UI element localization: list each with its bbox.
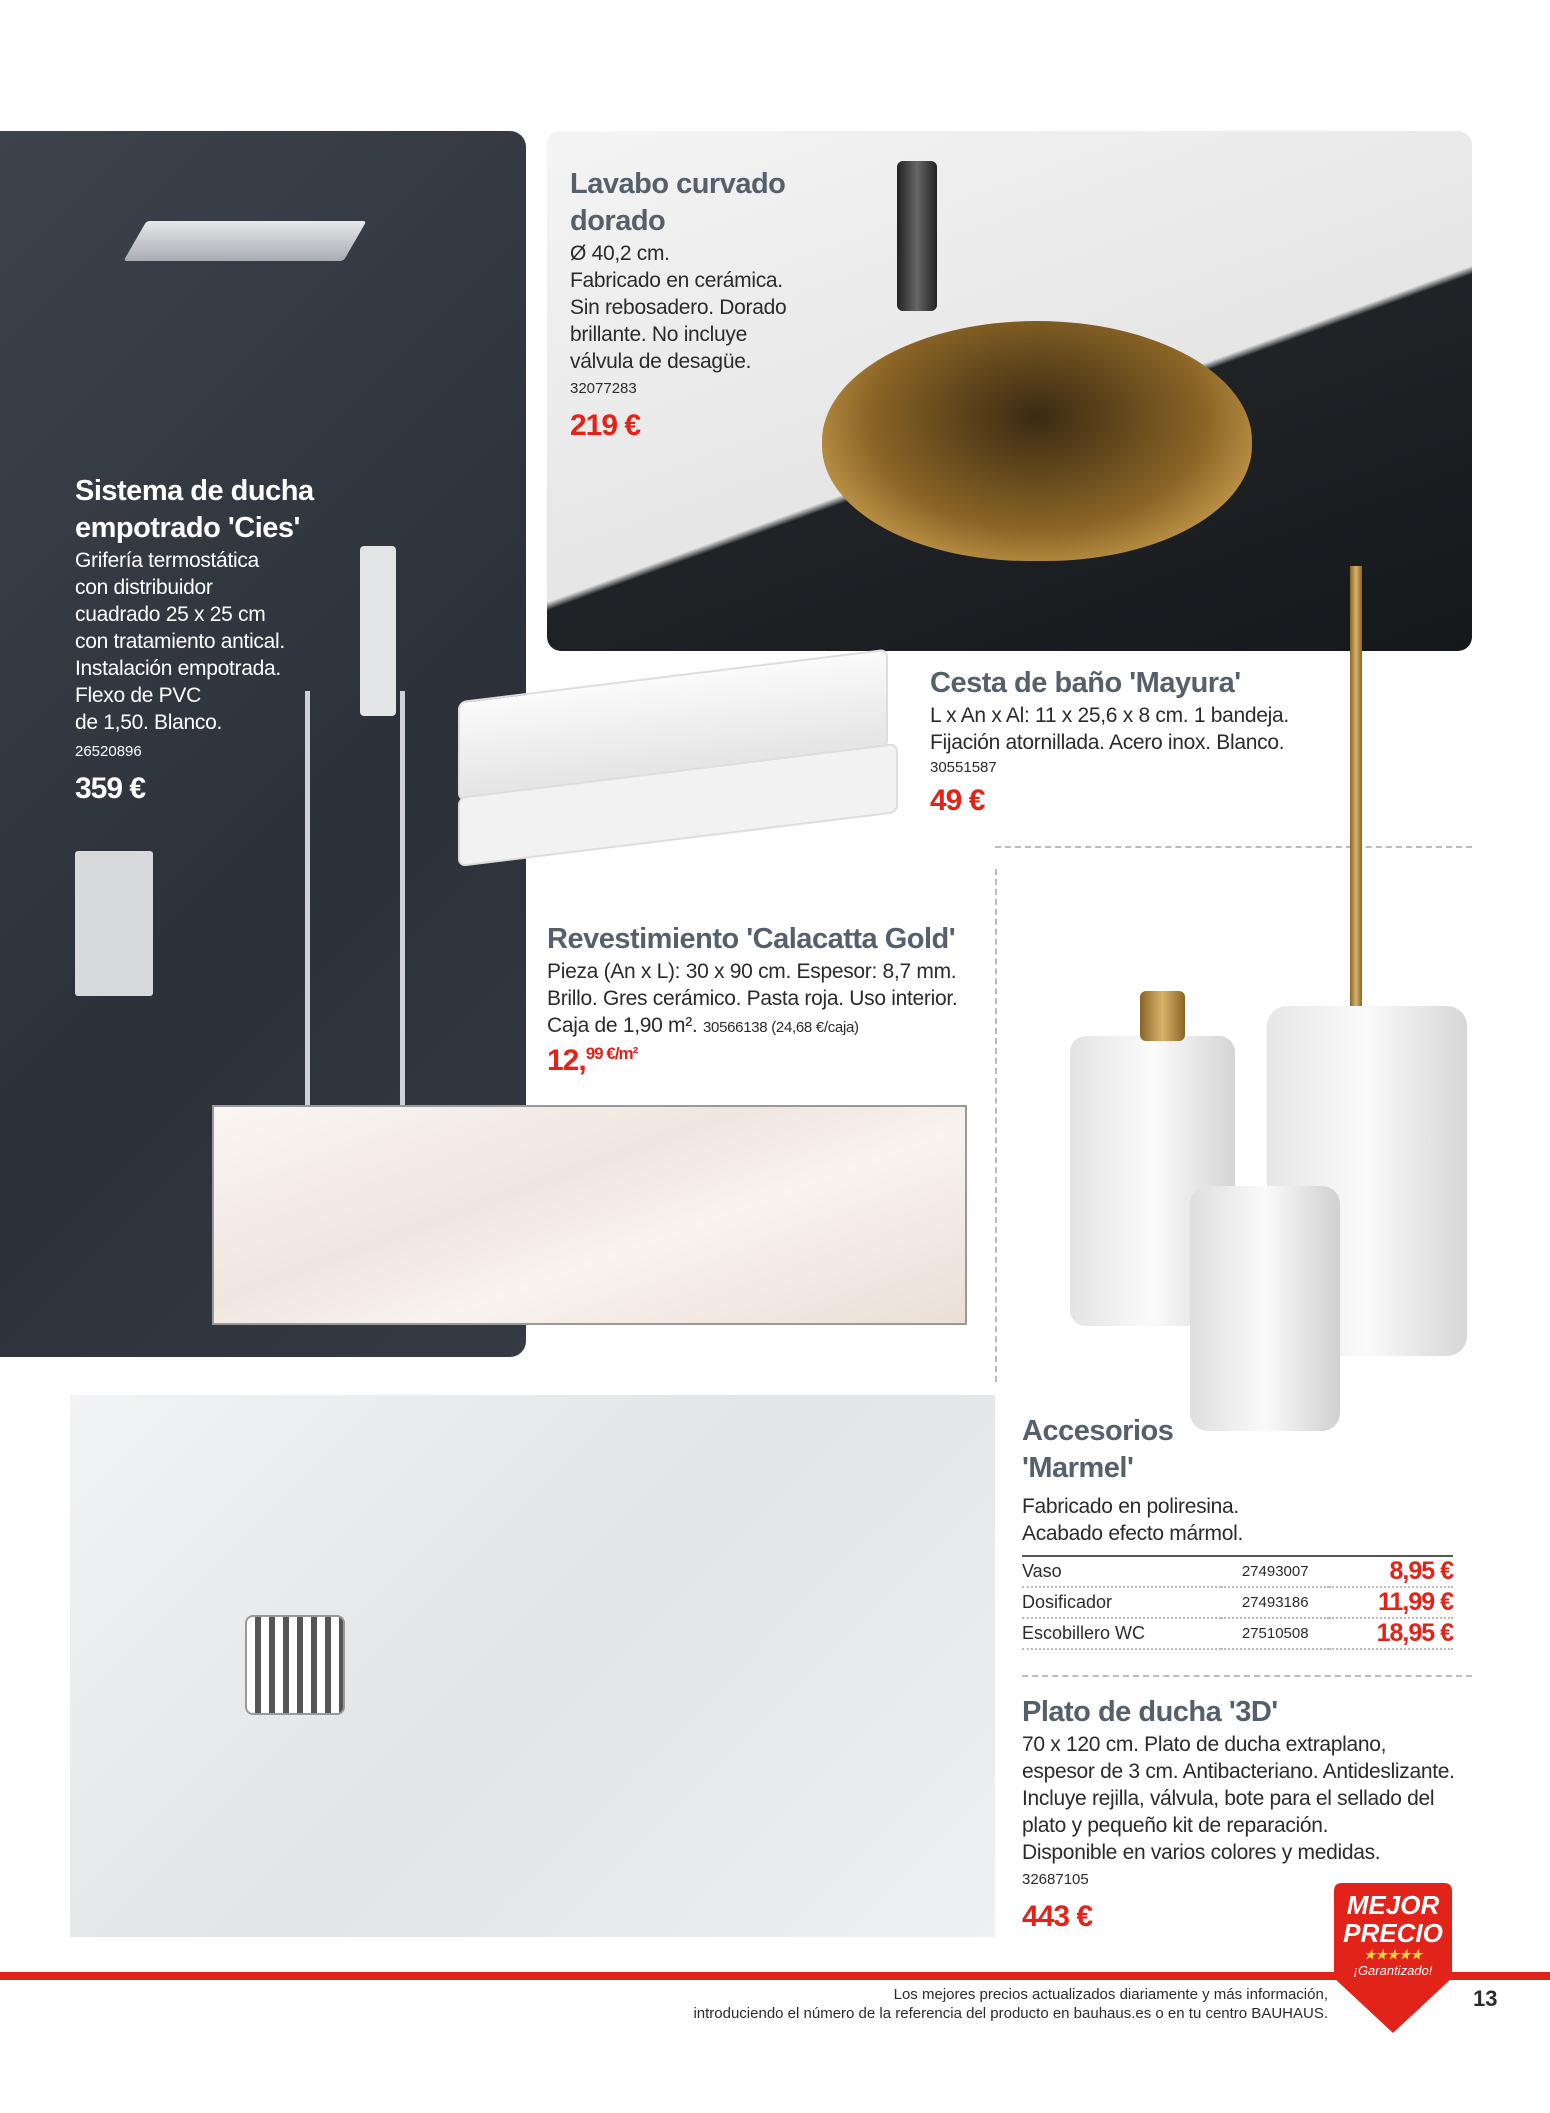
tile-description: Pieza (An x L): 30 x 90 cm. Espesor: 8,7 mm. Brillo. Gres cerámico. Pasta roja. Uso interior. Caja de 1,90 m². 30566138 (24,68 €/caja) — [547, 960, 958, 1037]
tile-info — [547, 921, 957, 1078]
item-ref: 27493007 — [1221, 1556, 1329, 1587]
tray-description: 70 x 120 cm. Plato de ducha extraplano, espesor de 3 cm. Antibacteriano. Antideslizante. Incluye rejilla, válvula, bote para el sellado del plato y pequeño kit de reparación. Disponible en varios colores y medidas. — [1022, 1733, 1455, 1864]
page-number: 13 — [1473, 1986, 1498, 2011]
best-price-badge: MEJOR PRECIO ★★★★★ ¡Garantizado! — [1334, 1883, 1452, 2033]
divider — [1022, 1675, 1472, 1677]
basket-ref: 30551587 — [930, 759, 997, 776]
item-price: 18,95 € — [1329, 1618, 1453, 1649]
thermostat-panel — [75, 851, 153, 996]
accessories-description: Fabricado en poliresina. Acabado efecto mármol. — [1022, 1495, 1244, 1545]
accessories-photo — [1045, 566, 1470, 1436]
toilet-brush-handle — [1350, 566, 1362, 1026]
accessories-info — [1022, 1413, 1453, 1650]
gold-basin — [822, 321, 1252, 561]
item-name: Escobillero WC — [1022, 1618, 1221, 1649]
item-name: Vaso — [1022, 1556, 1221, 1587]
item-price: 8,95 € — [1329, 1556, 1453, 1587]
dispenser-pump — [1140, 991, 1185, 1041]
basket-description: L x An x Al: 11 x 25,6 x 8 cm. 1 bandeja. Fijación atornillada. Acero inox. Blanco. — [930, 704, 1289, 754]
tray-price: 443 € — [1022, 1900, 1093, 1933]
basket-photo — [458, 605, 903, 875]
tray-ref: 32687105 — [1022, 1871, 1089, 1888]
faucet — [897, 161, 937, 311]
table-row — [1022, 1556, 1453, 1587]
item-name: Dosificador — [1022, 1587, 1221, 1618]
accessories-price-table — [1022, 1555, 1453, 1650]
basin-info — [570, 166, 786, 443]
accessories-title: Accesorios 'Marmel' — [1022, 1415, 1174, 1484]
basin-ref: 32077283 — [570, 380, 637, 397]
drain-grate — [245, 1615, 345, 1715]
table-row — [1022, 1587, 1453, 1618]
basin-price: 219 € — [570, 409, 641, 442]
shower-tray-photo — [70, 1395, 995, 1937]
basket-price: 49 € — [930, 784, 985, 817]
tile-title: Revestimiento 'Calacatta Gold' — [547, 923, 956, 955]
item-ref: 27510508 — [1221, 1618, 1329, 1649]
footer-rule — [0, 1972, 1550, 1980]
tile-price: 12,$^{99 €/m^2}$ — [547, 1044, 638, 1077]
item-ref: 27493186 — [1221, 1587, 1329, 1618]
basin-description: Ø 40,2 cm. Fabricado en cerámica. Sin rebosadero. Dorado brillante. No incluye válvula de desagüe. — [570, 242, 787, 373]
shower-head — [123, 221, 366, 261]
shower-system-description: Grifería termostática con distribuidor cuadrado 25 x 25 cm con tratamiento antical. Instalación empotrada. Flexo de PVC de 1,50. Blanco. — [75, 549, 285, 734]
tile-photo — [212, 1105, 967, 1325]
shower-system-price: 359 € — [75, 772, 146, 805]
tumbler — [1190, 1186, 1340, 1431]
shower-system-info — [75, 473, 314, 806]
divider — [995, 869, 997, 1382]
item-price: 11,99 € — [1329, 1587, 1453, 1618]
basket-title: Cesta de baño 'Mayura' — [930, 667, 1241, 699]
shower-system-ref: 26520896 — [75, 743, 142, 760]
table-row — [1022, 1618, 1453, 1649]
tile-ref: 30566138 (24,68 €/caja) — [703, 1019, 859, 1036]
shower-system-title: Sistema de ducha empotrado 'Cies' — [75, 475, 314, 544]
basin-title: Lavabo curvado dorado — [570, 168, 786, 237]
tray-title: Plato de ducha '3D' — [1022, 1696, 1278, 1728]
footer-note: Los mejores precios actualizados diariamente y más información, introduciendo el número de la referencia del producto en bauhaus.es o en tu centro BAUHAUS. — [693, 1986, 1328, 2022]
